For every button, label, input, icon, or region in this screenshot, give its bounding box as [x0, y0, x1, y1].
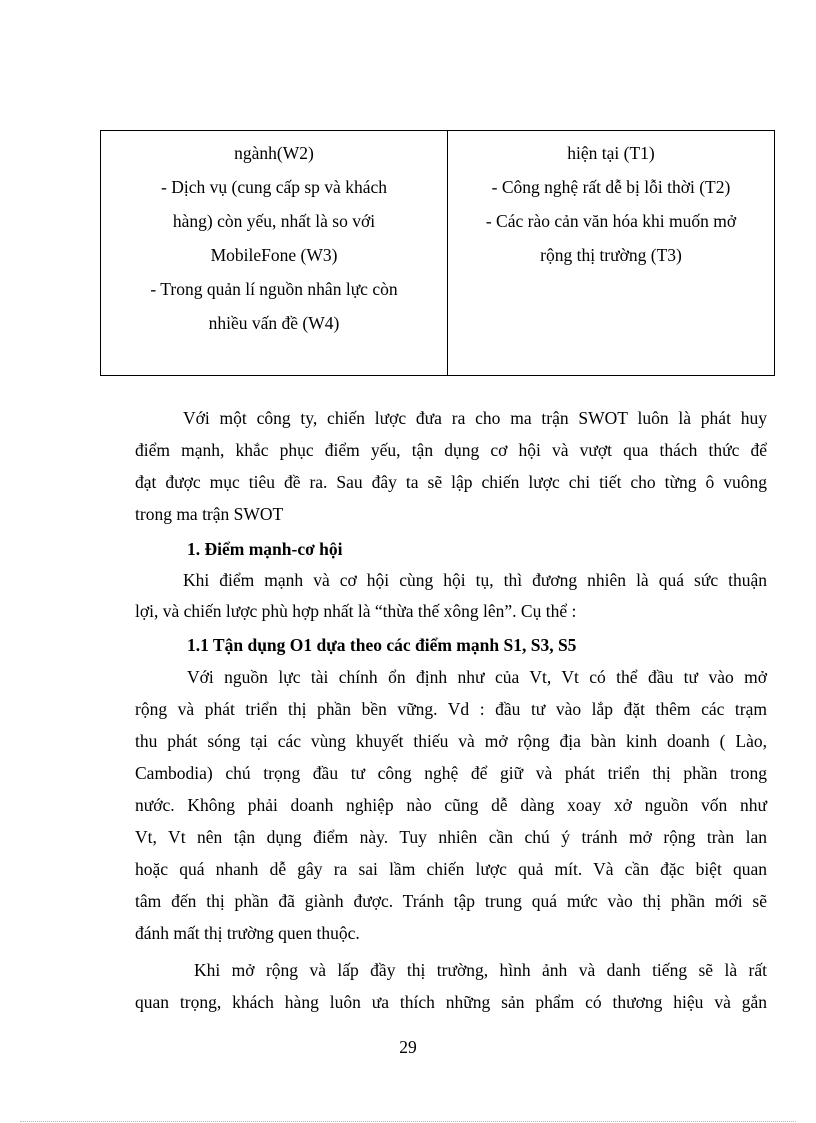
page-bottom-divider [20, 1121, 796, 1122]
section1-1-line: thu phát sóng tại các vùng khuyết thiếu và mở rộng địa bàn kinh doanh ( Lào, [135, 731, 767, 751]
section-heading-1-1: 1.1 Tận dụng O1 dựa theo các điểm mạnh S1, S3, S5 [187, 635, 577, 655]
section1-1-line: đánh mất thị trường quen thuộc. [135, 923, 360, 943]
last-paragraph-line: Khi mở rộng và lấp đầy thị trường, hình ảnh và danh tiếng sẽ là rất [194, 960, 767, 980]
last-paragraph-line: quan trọng, khách hàng luôn ưa thích những sản phẩm có thương hiệu và gắn [135, 992, 767, 1012]
section1-1-line: tâm đến thị phần đã giành được. Tránh tập trung quá mức vào thị phần mới sẽ [135, 891, 767, 911]
swot-left-line: - Trong quản lí nguồn nhân lực còn [150, 279, 398, 299]
swot-table [100, 130, 775, 376]
swot-weaknesses-cell [101, 131, 448, 375]
swot-left-line: hàng) còn yếu, nhất là so với [172, 211, 376, 231]
section1-1-line: nước. Không phải doanh nghiệp nào cũng dễ dàng xoay xở nguồn vốn như [135, 795, 767, 815]
section1-line: lợi, và chiến lược phù hợp nhất là “thừa thế xông lên”. Cụ thể : [135, 601, 577, 621]
section1-line: Khi điểm mạnh và cơ hội cùng hội tụ, thì đương nhiên là quá sức thuận [183, 570, 767, 590]
swot-right-line: rộng thị trường (T3) [540, 245, 682, 265]
intro-line: Với một công ty, chiến lược đưa ra cho ma trận SWOT luôn là phát huy [183, 408, 767, 428]
section1-1-line: hoặc quá nhanh dễ gây ra sai lầm chiến lược quả mít. Và cần đặc biệt quan [135, 859, 767, 879]
swot-left-line: - Dịch vụ (cung cấp sp và khách [161, 177, 387, 197]
page-number: 29 [399, 1037, 417, 1057]
section-heading-1: 1. Điểm mạnh-cơ hội [187, 539, 343, 559]
swot-right-line: - Công nghệ rất dễ bị lỗi thời (T2) [491, 177, 731, 197]
intro-line: điểm mạnh, khắc phục điểm yếu, tận dụng cơ hội và vượt qua thách thức để [135, 440, 767, 460]
swot-threats-cell [448, 131, 774, 375]
section1-1-line: rộng và phát triển thị phần bền vững. Vd : đầu tư vào lắp đặt thêm các trạm [135, 699, 767, 719]
swot-right-line: - Các rào cản văn hóa khi muốn mở [485, 211, 737, 231]
section1-1-line: Cambodia) chú trọng đầu tư công nghệ để giữ và phát triển thị phần trong [135, 763, 767, 783]
swot-right-line: hiện tại (T1) [567, 143, 655, 163]
swot-left-line: nhiều vấn đề (W4) [208, 313, 340, 333]
section1-1-line: Vt, Vt nên tận dụng điểm này. Tuy nhiên cần chú ý tránh mở rộng tràn lan [135, 827, 767, 847]
swot-left-line: MobileFone (W3) [210, 245, 338, 265]
swot-left-line: ngành(W2) [234, 143, 314, 163]
intro-line: đạt được mục tiêu đề ra. Sau đây ta sẽ lập chiến lược chi tiết cho từng ô vuông [135, 472, 767, 492]
section1-1-line: Với nguồn lực tài chính ổn định như của Vt, Vt có thể đầu tư vào mở [187, 667, 767, 687]
intro-line: trong ma trận SWOT [135, 504, 284, 524]
